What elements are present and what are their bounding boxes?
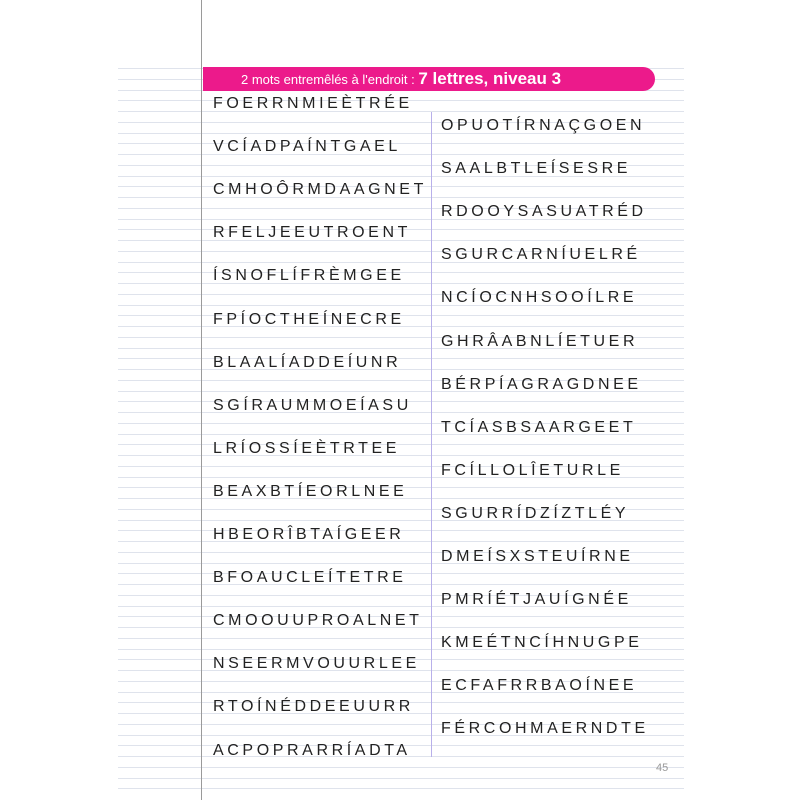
header-highlight: 7 lettres, niveau 3 [418, 69, 562, 88]
word-puzzle-item: PMRÍÉTJAUÍGNÉE [441, 591, 632, 609]
word-puzzle-item: NSEERMVOUURLEE [213, 655, 420, 673]
word-puzzle-item: BEAXBTÍEORLNEE [213, 482, 408, 500]
word-puzzle-item: DMEÍSXSTEUÍRNE [441, 548, 634, 565]
word-puzzle-item: HBEORÎBTAÍGEER [213, 526, 405, 543]
word-puzzle-item: BFOAUCLEÍTETRE [213, 569, 407, 587]
word-puzzle-item: CMOOUUPROALNET [213, 612, 423, 630]
ruled-line [118, 788, 684, 789]
header-text [203, 69, 561, 89]
page-number: 45 [656, 762, 669, 774]
word-puzzle-item: LRÍOSSÍEÈTRTEE [213, 439, 401, 457]
ruled-line [118, 778, 684, 779]
header-prefix: 2 mots entremêlés à l'endroit : [241, 72, 415, 87]
word-puzzle-item: ÍSNOFLÍFRÈMGEE [213, 267, 405, 285]
word-puzzle-item: FPÍOCTHEÍNECRE [213, 310, 405, 328]
word-puzzle-item: OPUOTÍRNAÇGOEN [441, 117, 646, 134]
word-puzzle-item: SAALBTLEÍSESRE [441, 160, 632, 178]
word-puzzle-item: NCÍOCNHSOOÍLRE [441, 289, 638, 307]
word-puzzle-item: RDOOYSASUATRÉD [441, 203, 647, 221]
exercise-header [203, 67, 655, 91]
ruled-line [118, 455, 684, 456]
ruled-line [118, 767, 684, 768]
word-puzzle-item: FCÍLLOLÎETURLE [441, 461, 624, 479]
column-divider [431, 112, 432, 757]
word-puzzle-item: ECFAFRRBAOÍNEE [441, 677, 638, 695]
word-puzzle-item: ACPOPRARRÍADTA [213, 741, 411, 759]
ruled-line [118, 444, 684, 445]
margin-line [201, 0, 202, 800]
word-puzzle-item: SGURCARNÍUELRÉ [441, 246, 641, 264]
word-puzzle-item: TCÍASBSAARGEET [441, 418, 637, 436]
word-puzzle-item: VCÍADPAÍNTGAEL [213, 138, 401, 156]
word-puzzle-item: BÉRPÍAGRAGDNEE [441, 375, 642, 393]
word-puzzle-item: RFELJEEUTROENT [213, 224, 411, 242]
word-puzzle-item: RTOÍNÉDDEEUURR [213, 698, 414, 716]
word-puzzle-item: GHRÂABNLÍETUER [441, 332, 639, 350]
word-puzzle-item: KMEÉTNCÍHNUGPE [441, 634, 643, 652]
ruled-line [118, 143, 684, 144]
word-puzzle-item: SGURRÍDZÍZTLÉY [441, 504, 630, 522]
word-puzzle-item: CMHOÔRMDAAGNET [213, 181, 427, 199]
word-puzzle-item: SGÍRAUMMOEÍASU [213, 396, 412, 414]
word-puzzle-item: FÉRCOHMAERNDTE [441, 720, 649, 738]
word-puzzle-item: BLAALÍADDEÍUNR [213, 353, 402, 371]
ruled-line [118, 154, 684, 155]
word-puzzle-item: FOERRNMIEÈTRÉE [213, 95, 413, 112]
